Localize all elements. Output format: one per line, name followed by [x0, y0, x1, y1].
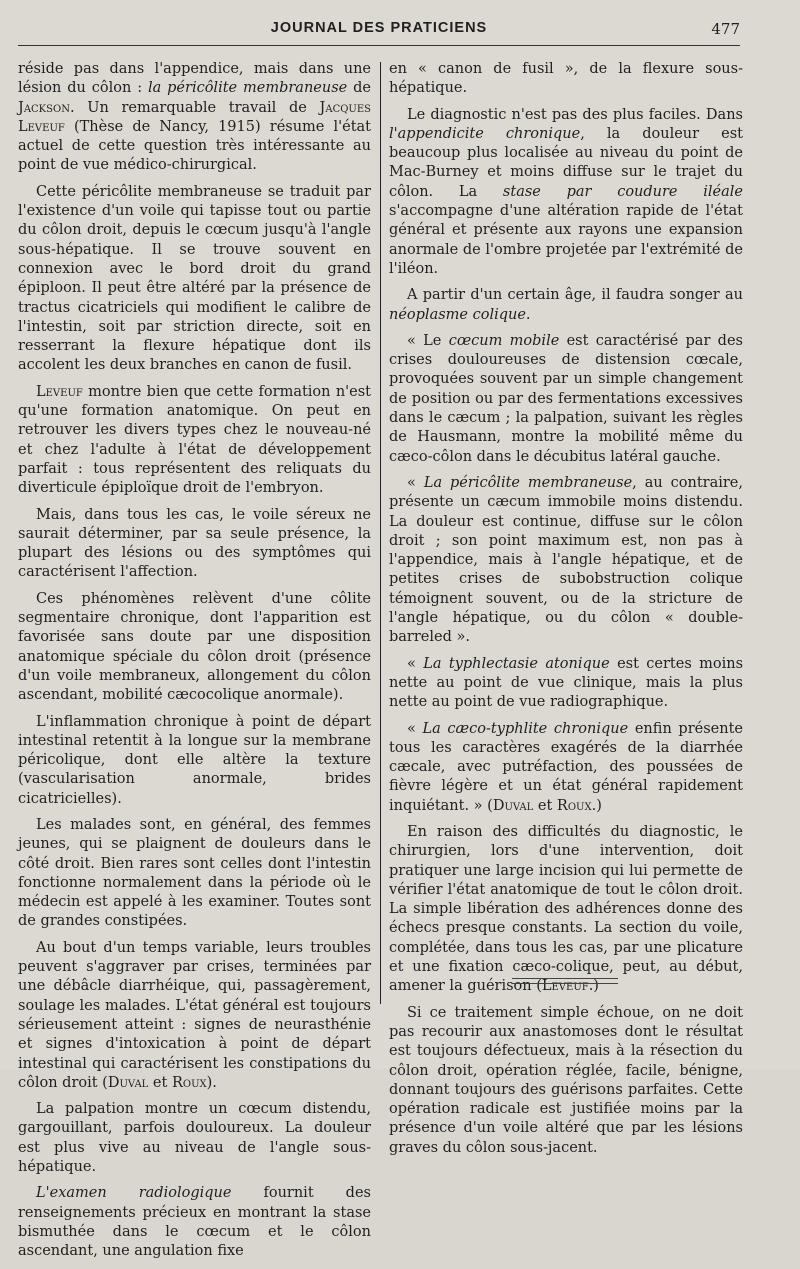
paragraph: La palpation montre un cœcum distendu, gargouillant, parfois douloureux. La douleur est plus vive au niveau de l'angle sous-hépatique.	[18, 1101, 371, 1176]
paragraph: « La péricôlite membraneuse, au contraire, présente un cæcum immobile moins distendu. La douleur est continue, diffuse sur le côlon droit ; son point maximum est, non pas à l'appendice, mais à l'angle hépatique, et de petites crises de subobstruction colique témoignent souvent, ou de la stricture de l'angle hépatique, ou du côlon « double-barreled ».	[389, 474, 743, 646]
end-of-article-rule	[512, 978, 618, 988]
paragraph: En raison des difficultés du diagnostic, le chirurgien, lors d'une intervention, doit pratiquer une large incision qui lui permette de vérifier l'état anatomique de tout le côlon droit. La simple libération des adhérences donne des échecs presque constants. La section du voile, complétée, dans tous les cas, par une plicature et une fixation cæco-colique, peut, au début, amener la guérison (Leveuf.)	[389, 823, 743, 995]
paragraph: Mais, dans tous les cas, le voile séreux ne saurait déterminer, par sa seule présence, la plupart des lésions ou des symptômes qui caractérisent l'affection.	[18, 506, 371, 581]
paragraph: Si ce traitement simple échoue, on ne doit pas recourir aux anastomoses dont le résultat est toujours défectueux, mais à la résection du côlon droit, opération réglée, facile, bénigne, donnant toujours des guérisons parfaites. Cette opération radicale est justifiée moins par la présence d'un voile altéré que par les lésions graves du côlon sous-jacent.	[389, 1004, 743, 1156]
paragraph: Le diagnostic n'est pas des plus faciles. Dans l'appendicite chronique, la douleur est beaucoup plus localisée au niveau du point de Mac-Burney et moins diffuse sur le trajet du côlon. La stase par coudure iléale s'accompagne d'une altération rapide de l'état général et présente aux rayons une expansion anormale de l'ombre projetée par l'extrémité de l'iléon.	[389, 106, 743, 277]
paragraph: L'inflammation chronique à point de départ intestinal retentit à la longue sur la membrane péricolique, dont elle altère la texture (vascularisation anormale, brides cicatricielles).	[18, 713, 371, 807]
paragraph: Les malades sont, en général, des femmes jeunes, qui se plaignent de douleurs dans le côté droit. Bien rares sont celles dont l'intestin fonctionne normalement dans la période où le médecin est appelé à les examiner. Toutes sont de grandes constipées.	[18, 816, 371, 930]
page-number: 477	[711, 20, 740, 38]
header-rule	[18, 45, 740, 46]
paragraph: « Le cœcum mobile est caractérisé par des crises douloureuses de distension cœcale, provoquées souvent par un simple changement de position ou par des fermentations excessives dans le cæcum ; la palpation, suivant les règles de Hausmann, montre la mobilité même du cæco-côlon dans le décubitus latéral gauche.	[389, 332, 743, 465]
paragraph: Ces phénomènes relèvent d'une côlite segmentaire chronique, dont l'apparition est favorisée sans doute par une disposition anatomique spéciale du côlon droit (présence d'un voile membraneux, allongement du côlon ascendant, mobilité cæcocolique anormale).	[18, 590, 371, 704]
paragraph: « La cæco-typhlite chronique enfin présente tous les caractères exagérés de la diarrhée cæcale, avec putréfaction, des poussées de fièvre légère et un état général rapidement inquiétant. » (Duval et Roux.)	[389, 720, 743, 814]
paragraph: réside pas dans l'appendice, mais dans une lésion du côlon : la péricôlite membraneuse de Jackson. Un remarquable travail de Jacques Leveuf (Thèse de Nancy, 1915) résume l'état actuel de cette question très intéressante au point de vue médico-chirurgical.	[18, 61, 371, 174]
paragraph: Cette péricôlite membraneuse se traduit par l'existence d'un voile qui tapisse tout ou partie du côlon droit, depuis le cœcum jusqu'à l'angle sous-hépatique. Il se trouve souvent en connexion avec le bord droit du grand épiploon. Il peut être altéré par la présence de tractus cicatriciels qui modifient le calibre de l'intestin, soit par striction directe, soit en resserrant la flexure hépatique dont ils accolent les deux branches en canon de fusil.	[18, 183, 371, 374]
paragraph: Au bout d'un temps variable, leurs troubles peuvent s'aggraver par crises, terminées par une débâcle diarrhéique, qui, passagèrement, soulage les malades. L'état général est toujours sérieusement atteint : signes de neurasthénie et signes d'intoxication à point de départ intestinal qui caractérisent les constipations du côlon droit (Duval et Roux).	[18, 939, 371, 1091]
column-divider	[380, 62, 381, 1004]
paragraph: A partir d'un certain âge, il faudra songer au néoplasme colique.	[389, 287, 743, 323]
paragraph: Leveuf montre bien que cette formation n'est qu'une formation anatomique. On peut en retrouver les divers types chez le nouveau-né et chez l'adulte à l'état de développement parfait : tous représentent des reliquats du diverticule épiploïque droit de l'embryon.	[18, 383, 371, 497]
paragraph: « La typhlectasie atonique est certes moins nette au point de vue clinique, mais la plus nette au point de vue radiographique.	[389, 655, 744, 711]
paragraph: L'examen radiologique fournit des renseignements précieux en montrant la stase bismuthée dans le cœcum et le côlon ascendant, une angulation fixe	[18, 1185, 371, 1260]
paragraph: en « canon de fusil », de la flexure sous-hépatique.	[389, 61, 743, 97]
page-header	[18, 20, 740, 42]
left-column	[18, 60, 371, 1269]
right-column	[389, 60, 743, 1165]
journal-title: JOURNAL DES PRATICIENS	[270, 20, 488, 36]
